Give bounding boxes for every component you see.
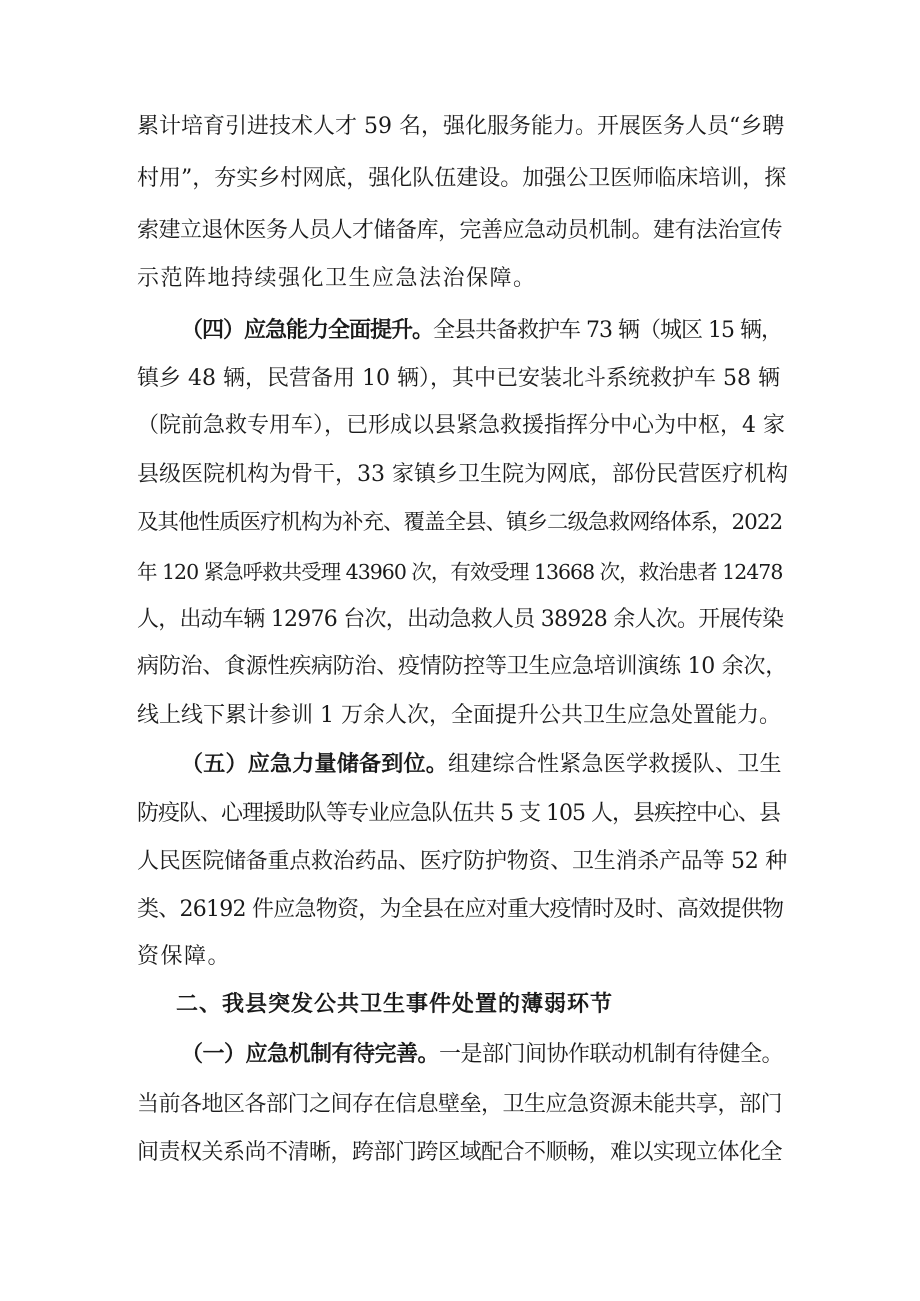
paragraph-line: 年 120 紧急呼救共受理 43960 次，有效受理 13668 次，救治患者 12478 xyxy=(137,560,783,584)
paragraph-line: 示范阵地持续强化卫生应急法治保障。 xyxy=(137,266,537,291)
paragraph-line: 累计培育引进技术人才 59 名，强化服务能力。开展医务人员“乡聘 xyxy=(137,114,785,139)
paragraph-first-line xyxy=(181,745,787,785)
paragraph-line: 间责权关系尚不清晰，跨部门跨区域配合不顺畅，难以实现立体化全 xyxy=(137,1140,783,1165)
paragraph-line: 类、26192 件应急物资，为全县在应对重大疫情时及时、高效提供物 xyxy=(137,897,784,922)
paragraph-line: 索建立退休医务人员人才储备库，完善应急动员机制。建有法治宣传 xyxy=(137,218,783,243)
paragraph-line: 资保障。 xyxy=(137,944,232,969)
paragraph-bold-lead: （五）应急力量储备到位。 xyxy=(181,752,449,777)
paragraph-bold-lead: （一）应急机制有待完善。 xyxy=(181,1042,440,1067)
paragraph-bold-lead: （四）应急能力全面提升。 xyxy=(181,318,434,343)
paragraph-line: 人，出动车辆 12976 台次，出动急救人员 38928 余人次。开展传染 xyxy=(137,607,784,632)
paragraph-line: 病防治、食源性疾病防治、疫情防控等卫生应急培训演练 10 余次， xyxy=(137,654,787,679)
paragraph-line: 防疫队、心理援助队等专业应急队伍共 5 支 105 人，县疾控中心、县 xyxy=(137,801,780,826)
paragraph-line: 镇乡 48 辆，民营备用 10 辆），其中已安装北斗系统救护车 58 辆 xyxy=(137,366,780,391)
paragraph-line: （院前急救专用车），已形成以县紧急救援指挥分中心为中枢，4 家 xyxy=(137,413,785,438)
paragraph-line: 线上线下累计参训 1 万余人次，全面提升公共卫生应急处置能力。 xyxy=(137,703,781,728)
paragraph-line: 人民医院储备重点救治药品、医疗防护物资、卫生消杀产品等 52 种 xyxy=(137,849,787,874)
paragraph-text: 一是部门间协作联动机制有待健全。 xyxy=(439,1042,784,1067)
paragraph-text: 全县共备救护车 73 辆（城区 15 辆， xyxy=(433,318,782,343)
paragraph-first-line xyxy=(181,311,787,351)
paragraph-line: 村用”，夯实乡村网底，强化队伍建设。加强公卫医师临床培训，探 xyxy=(137,166,787,191)
paragraph-line: 及其他性质医疗机构为补充、覆盖全县、镇乡二级急救网络体系，2022 xyxy=(137,510,783,535)
paragraph-line: 县级医院机构为骨干，33 家镇乡卫生院为网底，部份民营医疗机构 xyxy=(137,462,788,487)
section-heading: 二、我县突发公共卫生事件处置的薄弱环节 xyxy=(176,992,614,1017)
paragraph-line: 当前各地区各部门之间存在信息壁垒，卫生应急资源未能共享，部门 xyxy=(137,1092,783,1117)
paragraph-first-line xyxy=(181,1035,787,1075)
paragraph-text: 组建综合性紧急医学救援队、卫生 xyxy=(448,752,782,777)
